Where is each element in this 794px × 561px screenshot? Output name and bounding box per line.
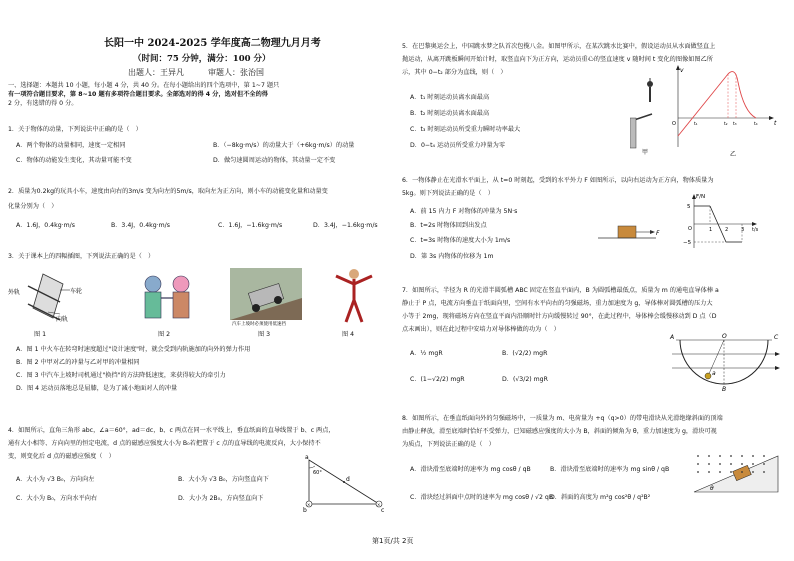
tick-2: 2 [725,227,729,233]
q2-option-c: C．1.6J，−1.6kg·m/s [218,222,283,229]
q8-figure [690,450,782,496]
gymnast-body [336,276,372,322]
field-arrow-2 [775,366,780,370]
label-d: d [346,476,350,483]
q4-line1: 4．如图所示，直角三角形 abc，∠a＝60°，ad＝dc，b、c 两点在同一水平线上，垂直纸面的直导线置于 b、c 两点， [8,427,335,434]
q3-figure-4 [328,266,378,326]
inner-rail-label: 内轨 [56,316,69,323]
block [618,226,636,238]
q3-figure-2 [133,272,203,322]
q7-figure [668,330,784,392]
field-dot [708,463,710,465]
q8-option-b: B．滑块滑至底端时的速率为 mg sinθ / qB [550,466,670,473]
exam-subtitle: （时间：75 分钟，满分：100 分） [133,54,271,64]
q2-line2: 化量分别为（ ） [8,203,58,210]
field-dot [741,471,743,473]
q6-f-t-graph [682,192,764,252]
q3-figure-3 [230,268,302,326]
q3-fig2-name: 图 2 [158,331,171,338]
exam-authors: 出题人：王异凡 审题人：张治国 [128,68,264,77]
fig-yi-label: 乙 [730,151,737,158]
q7-line1: 7．如图所示，半径为 R 的光滑半圆弧槽 ABC 固定在竖直平面内，B 为圆弧槽最低点，质量为 m 的通电直导体棒 a [402,287,719,294]
field-dot [708,471,710,473]
field-dot [752,455,754,457]
q3-figure-1 [8,268,83,323]
q3-stem: 3．关于课本上的四幅插图，下列说法正确的是（ ） [8,253,155,260]
q6-option-c: C．t=3s 时物体的速度大小为 1m/s [410,237,511,244]
q3-fig4-name: 图 4 [342,331,355,338]
q5-figure-yi-vt-graph [670,62,786,158]
exam-title: 长阳一中 2024-2025 学年度高二物理九月月考 [104,38,321,49]
q6-line1: 6．一物体静止在光滑水平面上，从 t=0 时刻起，受到的水平外力 F 如图所示，以向右运动为正方向，物体质量为 [402,177,714,184]
board-support [630,118,636,148]
v-axis-label: v [680,67,684,74]
wire-b-cross: × [307,502,311,507]
label-O: O [722,333,727,340]
q5-figure-jia [630,78,668,156]
wheel-label: 车轮 [70,288,83,295]
gymnast-head [349,269,359,279]
field-dot [697,471,699,473]
tick-neg5: −5 [683,240,692,246]
wire-c-cross: × [377,502,381,507]
q1-option-d: D．做匀速圆周运动的物体，其动量一定不变 [213,157,336,164]
q8-option-d: D．斜面的高度为 m²g cos²θ / q²B² [550,494,651,501]
field-dot [719,463,721,465]
q5-option-b: B．t₂ 时刻运动员离水面最高 [410,110,490,117]
field-dot [741,455,743,457]
field-dot [752,471,754,473]
q5-option-a: A．t₁ 时刻运动员离水面最高 [410,94,490,101]
tick-5: 5 [687,204,691,210]
label-angle: 60° [313,470,322,476]
outer-rail-label: 外轨 [8,289,21,296]
q6-option-b: B．t=2s 时物体回到出发点 [410,222,487,229]
fig-jia-label: 甲 [642,149,649,156]
field-dot [730,455,732,457]
label-a: a [305,454,309,461]
t-axis-label: t [774,120,777,127]
tick-3: 3 [741,227,745,233]
tick-t2: t₂ [724,122,728,127]
q3-option-d: D．图 4 运动员落地总是屈膝，是为了减小地面对人的冲量 [16,385,178,392]
q1-option-b: B．（−8kg·m/s）的动量大于（+6kg·m/s）的动量 [213,142,355,149]
q8-line2: 由静止释放，滑至底端时恰好不受弹力，已知磁感应强度的大小为 B，斜面的倾角为 θ，重力加速度为 g，滑块可视 [402,428,717,435]
instructions-line3: 2 分，有选错的得 0 分。 [8,100,78,107]
instructions-line1: 一、选择题：本题共 10 小题，每小题 4 分，共 40 分。在每小题给出的四个选项中，第 1~7 题只 [8,82,280,89]
q4-line2: 通有大小相等、方向向里的恒定电流，d 点的磁感应强度大小为 B₀若把置于 c 点的直导线的电流反向，大小保持不 [8,440,321,447]
q7-line3: 小等于 2mg，现将磁场方向在竖直平面内沿顺时针方向缓慢转过 90°，在此过程中，导体棒会缓慢移动到 D 点（D [402,313,717,320]
q8-option-c: C．滑块经过斜面中点时的速率为 mg cosθ / √2 qB [410,494,554,501]
q8-line3: 为质点，下列说法正确的是（ ） [402,441,495,448]
q3-fig3-name: 图 3 [258,331,271,338]
q4-option-a: A．大小为 √3 B₀，方向向左 [16,476,95,483]
field-dot [697,455,699,457]
label-a-rod: a [712,370,716,377]
q3-fig1-name: 图 1 [34,331,47,338]
tick-t1: t₁ [694,122,698,127]
q7-option-a: A．½ mgR [410,350,443,357]
q7-option-c: C．(1−√2/2) mgR [410,376,465,383]
field-dot [697,463,699,465]
q4-option-c: C．大小为 B₀，方向水平向右 [16,495,98,502]
field-dot [719,455,721,457]
q3-option-b: B．图 2 中甲对乙的冲量与乙对甲的冲量相同 [16,359,140,366]
field-dot [741,463,743,465]
diving-board [634,114,652,120]
child-b-head [173,276,189,292]
q5-line2: 抛运动，从离开跳板瞬间开始计时，取竖直向下为正方向，运动员重心的竖直速度 v 随时间 t 变化的图像如图乙所 [402,56,713,63]
angle-arc [309,466,315,468]
q5-line1: 5．在巴黎奥运会上，中国跳水梦之队首次包揽八金。如图甲所示，在某次跳水比赛中，假设运动员从水面做竖直上 [402,43,716,50]
force-arrowhead [650,230,655,234]
q2-option-d: D．3.4J，−1.6kg·m/s [313,222,378,229]
field-dot [752,463,754,465]
q5-line3: 示，其中 0−t₂ 部分为直线，则（ ） [402,69,507,76]
q4-figure [293,452,388,514]
label-A: A [670,334,675,341]
ts-axis-arrow [752,222,757,226]
field-dot [763,455,765,457]
radius-to-p [708,340,724,376]
car-wheel-front [274,296,282,304]
field-dot [719,471,721,473]
q6-block-figure [598,222,668,244]
q8-line1: 8．如图所示，在垂直纸面向外的匀强磁场中，一质量为 m、电荷量为 +q（q>0）的带电滑块从光滑绝缘斜面的顶端 [402,415,723,422]
q6-option-d: D．第 3s 内物体的位移为 1m [410,253,494,260]
page-footer: 第1页/共 2页 [372,537,414,545]
point-d [343,481,345,483]
q4-line3: 变，则变化后 d 点的磁感应强度（ ） [8,453,115,460]
instructions-line2: 有一项符合题目要求，第 8~10 题有多项符合题目要求。全部选对的得 4 分，选对但不全的得 [8,91,268,98]
q1-option-a: A．两个物体的动量相同，速度一定相同 [16,142,126,149]
child-a-head [145,276,161,292]
q2-option-b: B．3.4J，0.4kg·m/s [111,222,170,229]
field-dot [730,463,732,465]
tick-1: 1 [709,227,713,233]
origin-label-f: O [688,226,692,232]
child-b-body [173,292,189,318]
q2-option-a: A．1.6J，0.4kg·m/s [16,222,75,229]
child-a-body [145,292,161,318]
q7-option-d: D．(√3/2) mgR [502,376,548,383]
q6-option-a: A．前 15 内力 F 对物体的冲量为 5N·s [410,208,518,215]
field-dot [763,471,765,473]
q5-option-d: D．0−t₄ 运动员所受重力冲量为零 [410,142,506,149]
q3-option-c: C．图 3 中汽车上坡时司机通过"换挡"的方法降低速度，来获得较大的牵引力 [16,372,226,379]
q1-option-c: C．物体的动能发生变化，其动量可能不变 [16,157,132,164]
field-dot [708,455,710,457]
theta-label: θ [710,485,714,492]
q7-line2: 静止于 P 点，电流方向垂直于纸面向里，空间有水平向右的匀强磁场，重力加速度为 g，导体棒对圆弧槽的压力大 [402,300,713,307]
force-label: F [656,230,660,237]
tick-t4: t₄ [754,122,758,127]
q6-line2: 5kg。则下列说法正确的是（ ） [402,190,494,197]
q4-option-b: B．大小为 √3 B₀，方向竖直向下 [178,476,269,483]
label-B: B [722,386,727,392]
label-c: c [381,507,385,514]
q7-line4: 点未画出），则在此过程中安培力对导体棒做的功为（ ） [402,326,560,333]
tick-t3: t₃ [733,122,737,127]
q7-option-b: B．(√2/2) mgR [502,350,548,357]
q4-option-d: D．大小为 2B₀，方向竖直向下 [178,495,264,502]
label-C: C [774,334,779,341]
v-t-curve [678,72,756,136]
field-dot [730,471,732,473]
f-axis-label: F/N [696,194,706,200]
label-b: b [303,507,307,514]
car-wheel-rear [252,304,260,312]
field-dot [763,463,765,465]
q2-line1: 2．质量为0.2kg的玩具小车，速度由向右的3m/s 变为向左的5m/s，取向左为正方向，则小车的动能变化量和动量变 [8,188,328,195]
field-arrow-1 [775,352,780,356]
q3-option-a: A．图 1 中火车在转弯时速度超过"设计速度"时，就会受到内轨施加的向外的弹力作用 [16,346,251,353]
q5-option-c: C．t₃ 时刻运动员所受重力瞬时功率最大 [410,126,521,133]
fig3-caption: 汽车上坡时必须使用低速挡 [232,322,286,326]
q1-stem: 1．关于物体的动量，下列说法中正确的是（ ） [8,126,142,133]
ts-axis-label: t/s [752,227,759,233]
q8-option-a: A．滑块滑至底端时的速率为 mg cosθ / qB [410,466,531,473]
origin-label: O [672,121,676,127]
conductor-rod [705,373,711,379]
